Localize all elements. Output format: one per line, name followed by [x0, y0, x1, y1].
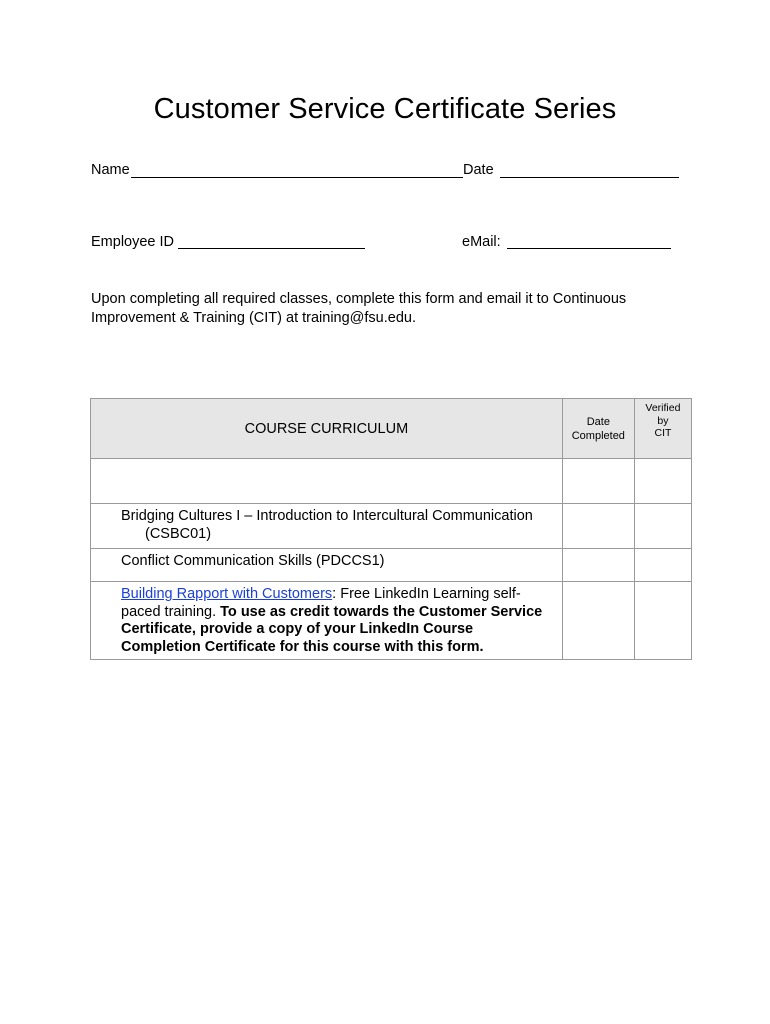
date-completed-cell[interactable] — [562, 582, 634, 660]
course-description-plain: paced training. — [121, 603, 221, 620]
course-cell-empty — [91, 459, 563, 504]
instructions-line-1: Upon completing all required classes, complete this form and email it to Continuous — [91, 291, 627, 307]
course-cell — [91, 549, 563, 582]
course-line-2 — [121, 604, 558, 622]
curriculum-table — [90, 398, 692, 660]
header-date-completed — [562, 399, 634, 459]
instructions-line-2: Improvement & Training (CIT) at training@fsu.edu. — [91, 310, 416, 326]
table-row-empty — [91, 459, 692, 504]
course-credit-note-line-3: Certificate, provide a copy of your LinkedIn Course — [121, 621, 474, 637]
table-header-row — [91, 399, 692, 459]
table-row — [91, 549, 692, 582]
header-verified-line-3: CIT — [654, 427, 672, 439]
course-code: (CSBC01) — [145, 525, 212, 542]
page-title: Customer Service Certificate Series — [153, 93, 617, 125]
verified-cell[interactable] — [634, 582, 691, 660]
employee-id-field[interactable] — [178, 248, 365, 249]
verified-cell[interactable] — [634, 549, 691, 582]
date-label: Date — [463, 162, 494, 178]
name-field[interactable] — [131, 177, 463, 178]
header-verified-by-cit — [634, 399, 691, 459]
email-label: eMail: — [462, 234, 501, 250]
course-line-1 — [121, 586, 558, 604]
header-verified-line-1: Verified — [645, 402, 681, 414]
course-cell — [91, 582, 563, 660]
header-date-line-1: Date — [586, 415, 610, 428]
header-date-line-2: Completed — [571, 429, 625, 442]
course-link[interactable]: Building Rapport with Customers — [121, 586, 333, 602]
table-row — [91, 504, 692, 549]
course-description: : Free LinkedIn Learning self- — [332, 586, 521, 602]
date-completed-cell[interactable] — [562, 459, 634, 504]
email-field[interactable] — [507, 248, 671, 249]
date-field[interactable] — [500, 177, 679, 178]
date-completed-cell[interactable] — [562, 549, 634, 582]
name-label: Name — [91, 162, 130, 178]
course-credit-note-line-4: Completion Certificate for this course with this form. — [121, 638, 484, 655]
course-credit-note: To use as credit towards the Customer Service — [220, 603, 543, 620]
header-verified-line-2: by — [657, 414, 669, 427]
date-completed-cell[interactable] — [562, 504, 634, 549]
header-course-curriculum: COURSE CURRICULUM — [91, 399, 563, 459]
instructions — [91, 290, 691, 328]
verified-cell[interactable] — [634, 504, 691, 549]
verified-cell[interactable] — [634, 459, 691, 504]
employee-id-label: Employee ID — [91, 234, 175, 250]
course-title: Bridging Cultures I – Introduction to Intercultural Communication — [121, 508, 533, 524]
course-title: Conflict Communication Skills (PDCCS1) — [121, 553, 385, 569]
table-row — [91, 582, 692, 660]
course-cell — [91, 504, 563, 549]
